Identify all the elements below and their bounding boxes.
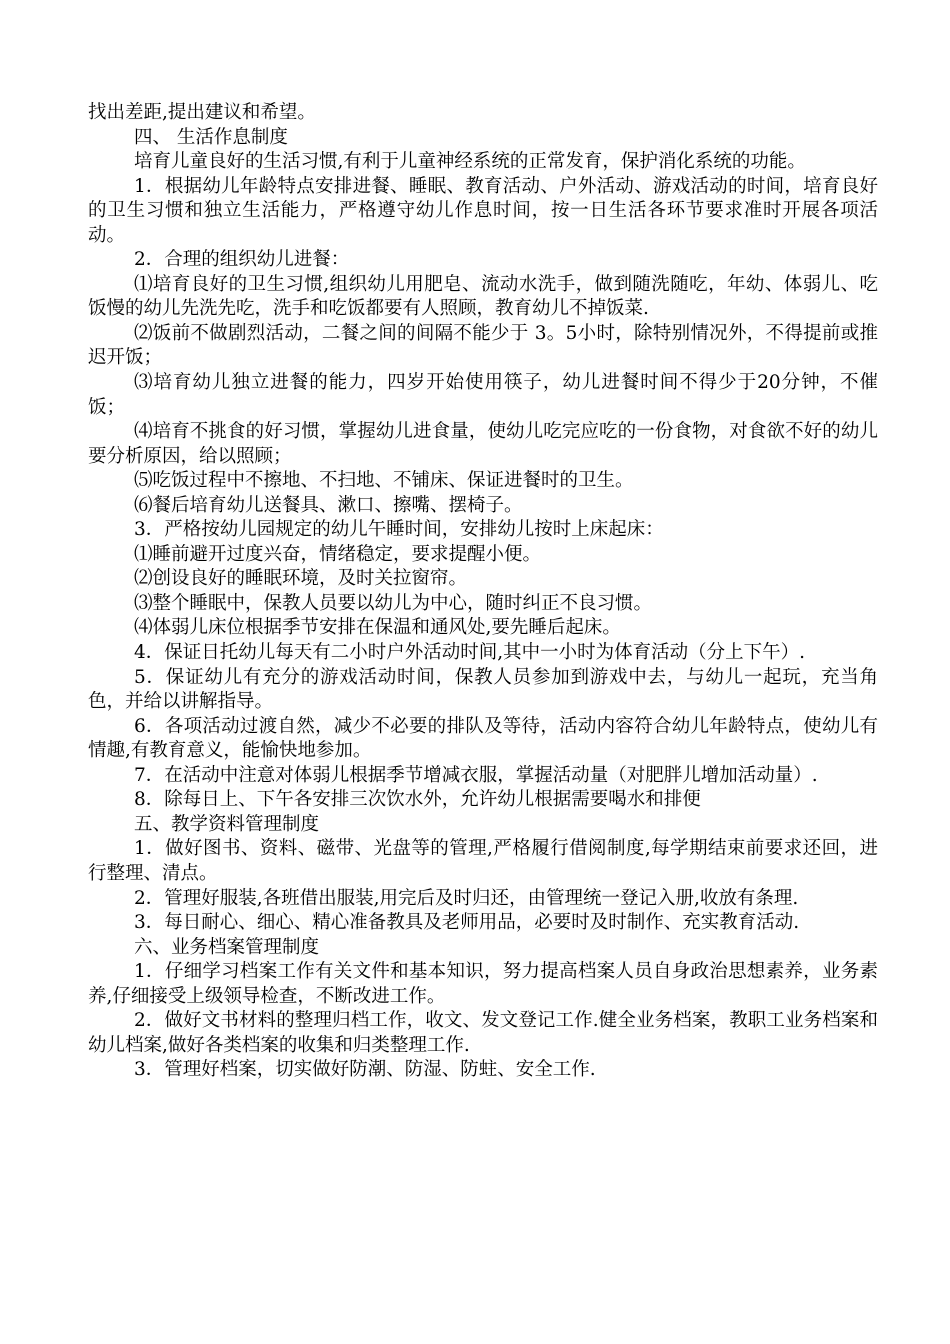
list-item: ⑴睡前避开过度兴奋，情绪稳定，要求提醒小便。	[134, 543, 542, 565]
section-heading: 四、 生活作息制度	[134, 126, 288, 148]
list-item: ⑵饭前不做剧烈活动，二餐之间的间隔不能少于 3。5小时，除特别情况外，不得提前或推迟开饭；	[88, 322, 878, 369]
paragraph: 3．管理好档案，切实做好防潮、防湿、防蛀、安全工作.	[134, 1059, 596, 1081]
paragraph: 5．保证幼儿有充分的游戏活动时间，保教人员参加到游戏中去，与幼儿一起玩，充当角色，并给以讲解指导。	[88, 666, 878, 713]
paragraph: 3．每日耐心、细心、精心准备教具及老师用品，必要时及时制作、充实教育活动.	[134, 912, 800, 934]
list-item: ⑹餐后培育幼儿送餐具、漱口、擦嘴、摆椅子。	[134, 494, 523, 516]
paragraph: 7．在活动中注意对体弱儿根据季节增减衣服，掌握活动量（对肥胖儿增加活动量）.	[134, 764, 818, 786]
section-heading: 五、教学资料管理制度	[134, 813, 320, 835]
list-item: ⑵创设良好的睡眠环境，及时关拉窗帘。	[134, 568, 468, 590]
list-item: ⑸吃饭过程中不擦地、不扫地、不铺床、保证进餐时的卫生。	[134, 470, 634, 492]
section-heading: 六、业务档案管理制度	[134, 936, 320, 958]
list-item: ⑷体弱儿床位根据季节安排在保温和通风处,要先睡后起床。	[134, 617, 621, 639]
list-item: ⑶整个睡眠中，保教人员要以幼儿为中心，随时纠正不良习惯。	[134, 592, 653, 614]
paragraph: 1．根据幼儿年龄特点安排进餐、睡眠、教育活动、户外活动、游戏活动的时间，培育良好的卫生习惯和独立生活能力，严格遵守幼儿作息时间，按一日生活各环节要求准时开展各项活动。	[88, 175, 878, 246]
list-item: ⑶培育幼儿独立进餐的能力，四岁开始使用筷子，幼儿进餐时间不得少于20分钟，不催饭；	[88, 372, 878, 418]
paragraph: 6．各项活动过渡自然，减少不必要的排队及等待，活动内容符合幼儿年龄特点，使幼儿有情趣,有教育意义，能愉快地参加。	[88, 715, 878, 762]
paragraph: 2．合理的组织幼儿进餐：	[134, 249, 350, 271]
paragraph: 4．保证日托幼儿每天有二小时户外活动时间,其中一小时为体育活动（分上下午）.	[134, 642, 806, 664]
list-item: ⑷培育不挑食的好习惯，掌握幼儿进食量，使幼儿吃完应吃的一份食物，对食欲不好的幼儿要分析原因，给以照顾；	[88, 421, 878, 467]
document-page	[88, 101, 878, 1083]
paragraph: 3．严格按幼儿园规定的幼儿午睡时间，安排幼儿按时上床起床：	[134, 519, 664, 541]
list-item: ⑴培育良好的卫生习惯,组织幼儿用肥皂、流动水洗手，做到随洗随吃，年幼、体弱儿、吃饭慢的幼儿先洗先吃，洗手和吃饭都要有人照顾，教育幼儿不掉饭菜.	[88, 273, 878, 320]
paragraph: 找出差距,提出建议和希望。	[88, 102, 316, 123]
paragraph: 培育儿童良好的生活习惯,有利于儿童神经系统的正常发育，保护消化系统的功能。	[134, 151, 806, 173]
paragraph: 8．除每日上、下午各安排三次饮水外，允许幼儿根据需要喝水和排便	[134, 789, 701, 811]
paragraph: 2．管理好服装,各班借出服装,用完后及时归还，由管理统一登记入册,收放有条理.	[134, 887, 799, 909]
paragraph: 1．仔细学习档案工作有关文件和基本知识，努力提高档案人员自身政治思想素养，业务素养,仔细接受上级领导检查，不断改进工作。	[88, 961, 878, 1007]
paragraph: 1．做好图书、资料、磁带、光盘等的管理,严格履行借阅制度,每学期结束前要求还回，进行整理、清点。	[88, 838, 878, 884]
paragraph: 2．做好文书材料的整理归档工作，收文、发文登记工作.健全业务档案，教职工业务档案和幼儿档案,做好各类档案的收集和归类整理工作.	[88, 1010, 878, 1056]
